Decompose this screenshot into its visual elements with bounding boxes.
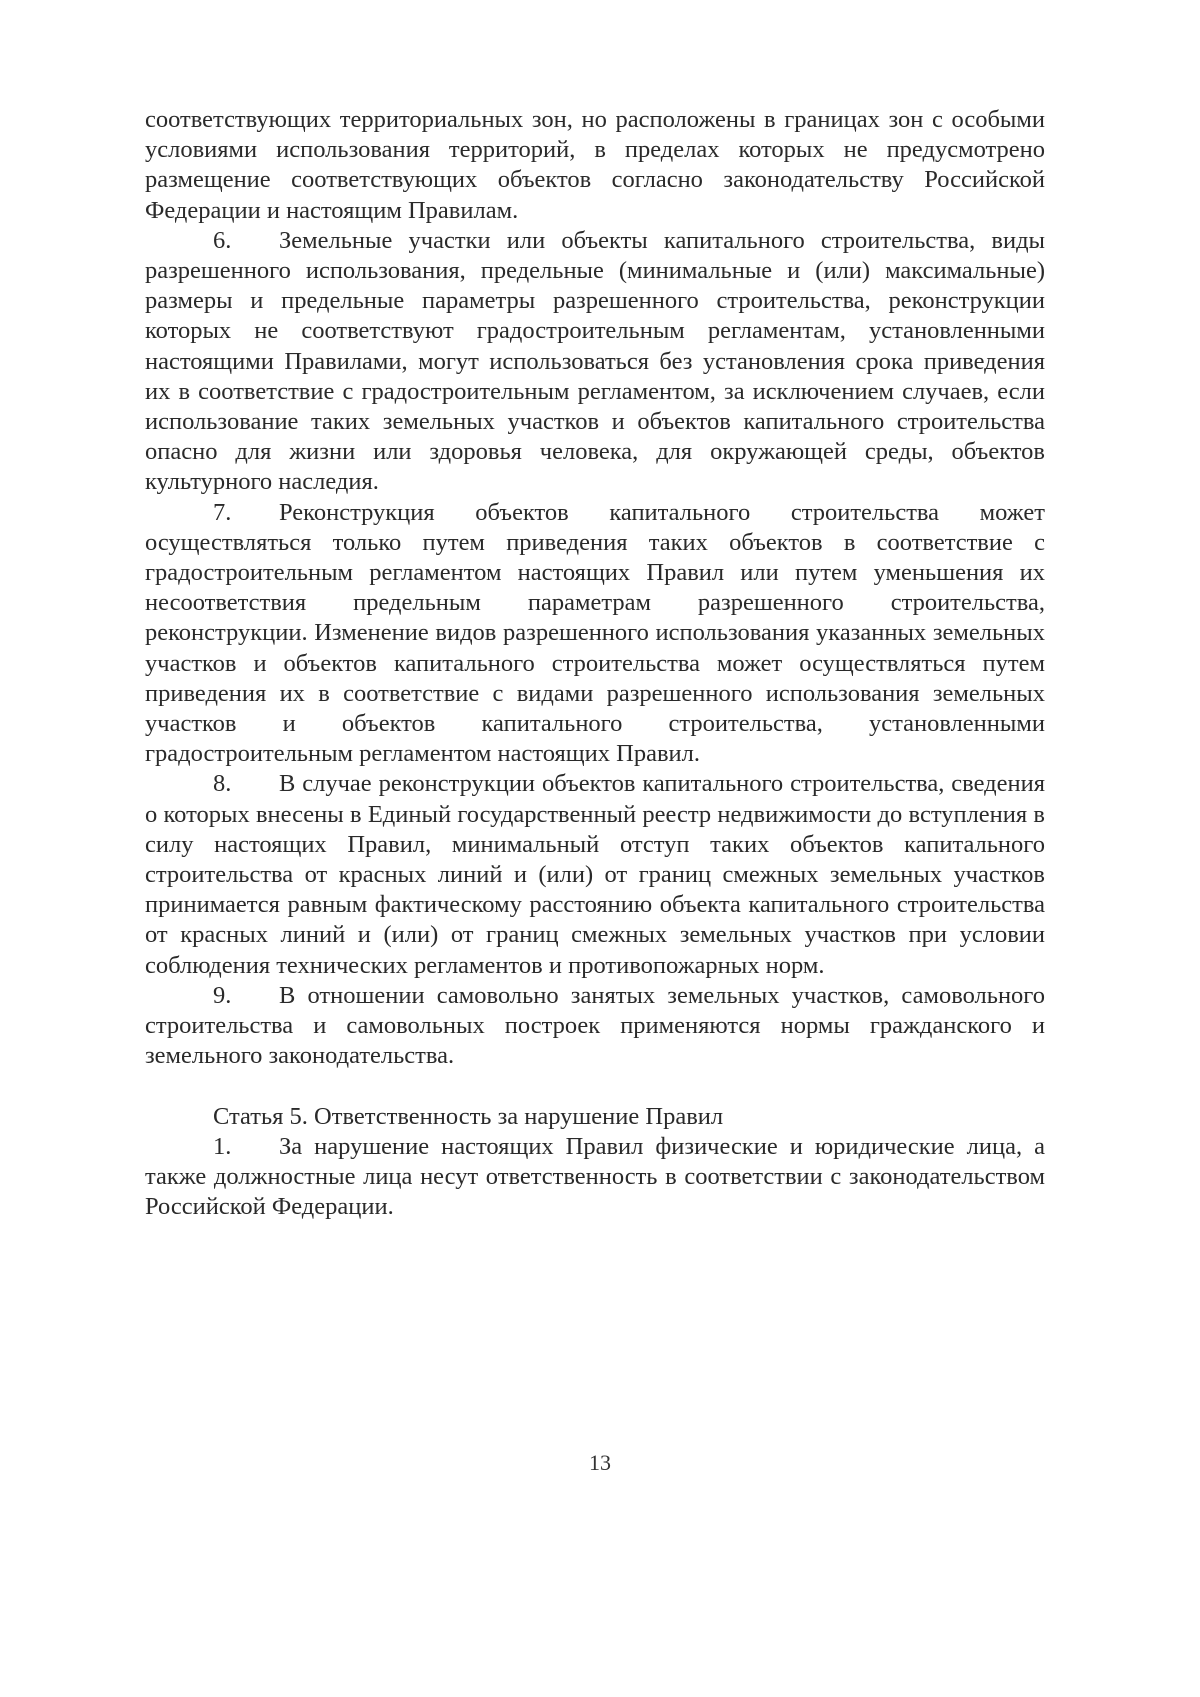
article-item-1: [145, 1132, 1045, 1223]
item-text: В случае реконструкции объектов капитального строительства, сведения о которых внесены в Единый государственный реестр недвижимости до вступления в силу настоящих Правил, минимальный отступ таких объектов капитального строительства от красных линий и (или) от границ смежных земельных участков принимается равным фактическому расстоянию объекта капитального строительства от красных линий и (или) от границ смежных земельных участков при условии соблюдения технических регламентов и противопожарных норм.: [145, 770, 1045, 979]
item-number: 6.: [213, 226, 232, 254]
list-item-8: [145, 769, 1045, 980]
list-item-9: [145, 981, 1045, 1072]
item-number: 7.: [213, 498, 232, 526]
article-heading: Статья 5. Ответственность за нарушение Правил: [213, 1102, 724, 1130]
item-text: В отношении самовольно занятых земельных участков, самовольного строительства и самовольных построек применяются нормы гражданского и земельного законодательства.: [145, 981, 1045, 1070]
list-item-6: [145, 226, 1045, 498]
item-number: 8.: [213, 770, 232, 798]
item-number: 1.: [213, 1132, 232, 1160]
item-text: Земельные участки или объекты капитального строительства, виды разрешенного использования, предельные (минимальные и (или) максимальные) размеры и предельные параметры разрешенного строительства, реконструкции которых не соответствуют градостроительным регламентам, установленными настоящими Правилами, могут использоваться без установления срока приведения их в соответствие с градостроительным регламентом, за исключением случаев, если использование таких земельных участков и объектов капитального строительства опасно для жизни или здоровья человека, для окружающей среды, объектов культурного наследия.: [145, 226, 1045, 496]
item-text: Реконструкция объектов капитального строительства может осуществляться только путем приведения таких объектов в соответствие с градостроительным регламентом настоящих Правил или путем уменьшения их несоответствия предельным параметрам разрешенного строительства, реконструкции. Изменение видов разрешенного использования указанных земельных участков и объектов капитального строительства может осуществляться путем приведения их в соответствие с видами разрешенного использования земельных участков и объектов капитального строительства, установленными градостроительным регламентом настоящих Правил.: [145, 498, 1045, 768]
intro-paragraph: соответствующих территориальных зон, но расположены в границах зон с особыми условиями использования территорий, в пределах которых не предусмотрено размещение соответствующих объектов согласно законодательству Российской Федерации и настоящим Правилам.: [145, 106, 1045, 224]
document-body: [145, 105, 1045, 1222]
page-number: 13: [589, 1450, 611, 1475]
item-text: За нарушение настоящих Правил физические и юридические лица, а также должностные лица несут ответственность в соответствии с законодательством Российской Федерации.: [145, 1132, 1045, 1221]
item-number: 9.: [213, 981, 232, 1009]
list-item-7: [145, 498, 1045, 770]
